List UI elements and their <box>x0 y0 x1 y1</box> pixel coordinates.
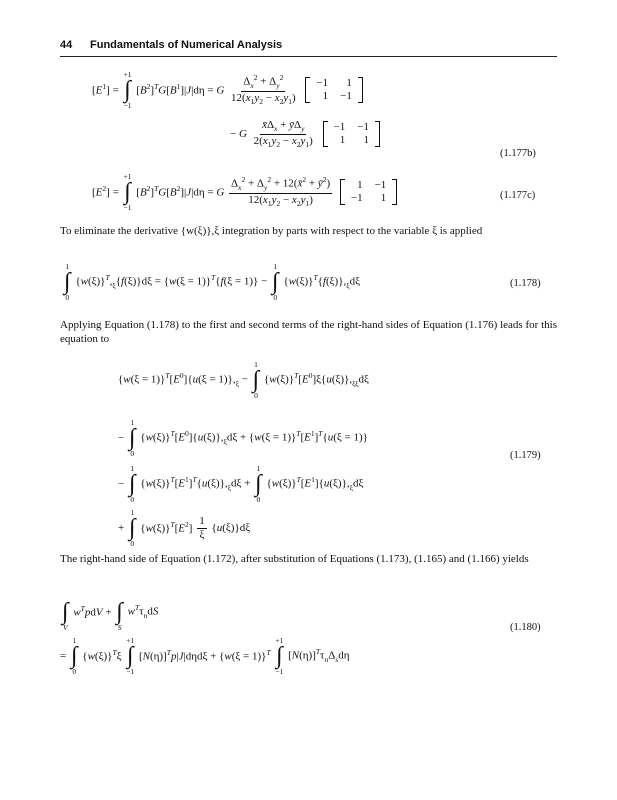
equation-number: (1.177b) <box>500 148 536 159</box>
integral-sign: 1 ∫ 0 <box>128 418 136 458</box>
equation-1177b-line1: $[E^1]$ = +1 ∫ −1 $[B^2]^TG[B^1]|J|d\eta = G$ $\frac{\Delta_x^2 + \Delta_y^2}{12(x_1y_2 - x_2y_1)}$ −1 1 1 −1 <box>92 70 363 110</box>
fraction: $\frac{1}{\xi}$ <box>199 514 205 541</box>
fraction: $\frac{\Delta_x^2 + \Delta_y^2 + 12(x̄^2 + ȳ^2)}{12(x_1y_2 - x_2y_1)}$ <box>231 175 331 209</box>
integral-sign: 1 ∫ 0 <box>271 262 279 302</box>
equation-1180-line2: = 1 ∫ 0 $\{w(\xi)\}^T\xi$ +1 ∫ −1 $[N(\eta)]^Tp|J|d\eta d\xi + \{w(\xi = 1)\}^T$ +1 ∫ −1 $[N(\eta)]^T\tau_n\Delta_sd\eta$ <box>60 636 350 676</box>
fraction: $\frac{x̄\Delta_x + ȳ\Delta_y}{2(x_1y_2 - x_2y_1)}$ <box>253 119 313 149</box>
equation-1180-line1: ∫ V $w^TpdV$ + ∫ S $w^T\tau_ndS$ <box>60 592 158 632</box>
paragraph: Applying Equation (1.178) to the first and second terms of the right-hand sides of Equation (1.176) leads for this equation to <box>60 319 557 345</box>
integral-sign: 1 ∫ 0 <box>70 636 78 676</box>
matrix-m2: −1 −1 1 1 <box>323 121 380 147</box>
integral-sign: 1 ∫ 0 <box>255 464 262 504</box>
fraction: $\frac{\Delta_x^2 + \Delta_y^2}{12(x_1y_2 - x_2y_1)}$ <box>231 73 296 107</box>
integral-sign: 1 ∫ 0 <box>128 464 136 504</box>
integral-sign: 1 ∫ 0 <box>128 508 136 548</box>
equation-1179-line2: − 1 ∫ 0 $\{w(\xi)\}^T[E^0]\{u(\xi)\},_\xi d\xi + \{w(\xi = 1)\}^T[E^1]^T\{u(\xi = 1)\}$ <box>118 418 368 458</box>
equation-number: (1.179) <box>510 450 541 461</box>
running-title: Fundamentals of Numerical Analysis <box>90 39 283 51</box>
matrix-m1: −1 1 1 −1 <box>305 77 362 103</box>
page-number: 44 <box>60 39 73 51</box>
equation-number: (1.177c) <box>500 190 536 201</box>
matrix-m3: 1 −1 −1 1 <box>340 179 397 205</box>
paragraph: The right-hand side of Equation (1.172), after substitution of Equations (1.173), (1.165) and (1.166) yields <box>60 553 529 565</box>
integral-sign: 1 ∫ 0 <box>64 262 71 302</box>
integral-sign: +1 ∫ −1 <box>123 70 132 110</box>
integral-sign: +1 ∫ −1 <box>275 636 284 676</box>
equation-number: (1.178) <box>510 278 541 289</box>
integral-sign: ∫ S <box>116 599 123 632</box>
equation-1179-line1: $\{w(\xi = 1)\}^T[E^0]\{u(\xi = 1)\},_\xi$ − 1 ∫ 0 $\{w(\xi)\}^T[E^0]\xi\{u(\xi)\},_{\xi\xi}d\xi$ <box>118 360 369 400</box>
integral-sign: 1 ∫ 0 <box>252 360 260 400</box>
paragraph: To eliminate the derivative {w(ξ)},ξ integration by parts with respect to the variable ξ is applied <box>60 225 483 237</box>
equation-1177b-line2: − G $\frac{x̄\Delta_x + ȳ\Delta_y}{2(x_1y_2 - x_2y_1)}$ −1 −1 1 1 <box>230 120 380 148</box>
page-header <box>60 38 557 57</box>
integral-sign: +1 ∫ −1 <box>123 172 132 212</box>
equation-1179-line4: + 1 ∫ 0 $\{w(\xi)\}^T[E^2]$ $\frac{1}{\xi}$ {u(ξ)}dξ <box>118 508 251 548</box>
integral-sign: ∫ V <box>62 599 69 632</box>
equation-1177c: $[E^2]$ = +1 ∫ −1 $[B^2]^TG[B^2]|J|d\eta = G$ $\frac{\Delta_x^2 + \Delta_y^2 + 12(x̄^2 + ȳ^2)}{12(x_1y_2 - x_2y_1)}$ 1 −1 −1 1 <box>92 172 397 212</box>
equation-1178: 1 ∫ 0 $\{w(\xi)\}^T,_\xi\{f(\xi)\}d\xi = \{w(\xi = 1)\}^T\{f(\xi = 1)\}$ − 1 ∫ 0 $\{w(\xi)\}^T\{f(\xi)\},_\xi d\xi$ <box>64 262 360 302</box>
equation-1179-line3: − 1 ∫ 0 $\{w(\xi)\}^T[E^1]^T\{u(\xi)\},_\xi d\xi$ + 1 ∫ 0 $\{w(\xi)\}^T[E^1]\{u(\xi)\},_\xi d\xi$ <box>118 464 364 504</box>
equation-number: (1.180) <box>510 622 541 633</box>
integral-sign: +1 ∫ −1 <box>126 636 135 676</box>
